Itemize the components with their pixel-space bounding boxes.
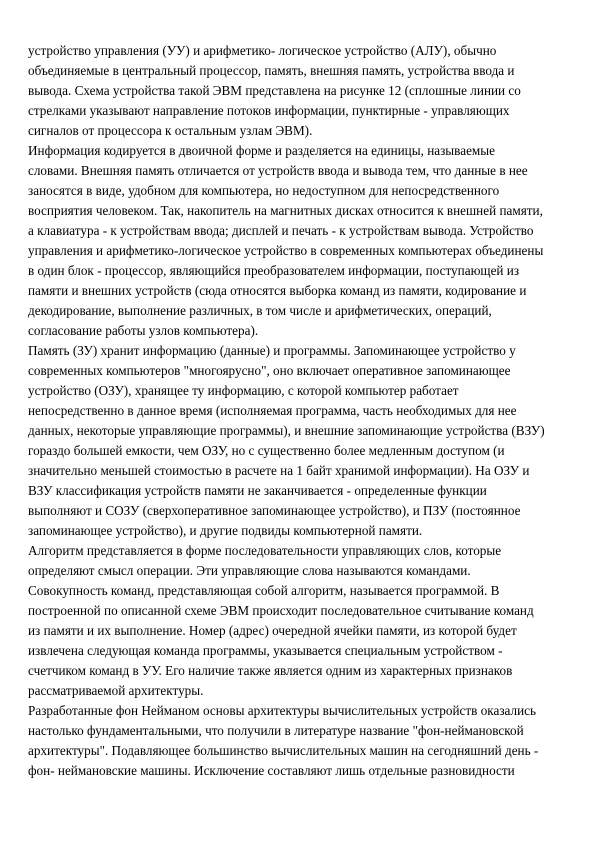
text-line: счетчиком команд в УУ. Его наличие также является одним из характерных признаков (28, 663, 513, 678)
text-line: управления и арифметико-логическое устройство в современных компьютерах объединены (28, 243, 544, 258)
text-line: устройство (ОЗУ), хранящее ту информацию, с которой компьютер работает (28, 383, 459, 398)
text-line: построенной по описанной схеме ЭВМ происходит последовательное считывание команд (28, 603, 534, 618)
paragraph-5 (28, 701, 545, 781)
text-line: значительно меньшей стоимостью в расчете на 1 байт хранимой информации). На ОЗУ и (28, 463, 530, 478)
text-line: извлечена следующая команда программы, указывается специальным устройством - (28, 643, 503, 658)
text-line: Память (ЗУ) хранит информацию (данные) и программы. Запоминающее устройство у (28, 343, 516, 358)
text-line: гораздо большей емкости, чем ОЗУ, но с существенно более медленным доступом (и (28, 443, 505, 458)
text-line: настолько фундаментальными, что получили в литературе название "фон-неймановской (28, 723, 524, 738)
text-line: запоминающее устройство), и другие подвиды компьютерной памяти. (28, 523, 423, 538)
text-line: Разработанные фон Нейманом основы архитектуры вычислительных устройств оказались (28, 703, 537, 718)
text-line: данных, некоторые управляющие программы), и внешние запоминающие устройства (ВЗУ) (28, 423, 545, 438)
text-line: сигналов от процессора к остальным узлам ЭВМ). (28, 123, 313, 138)
text-line: архитектуры". Подавляющее большинство вычислительных машин на сегодняшний день - (28, 743, 539, 758)
text-line: в один блок - процессор, являющийся преобразователем информации, поступающей из (28, 263, 520, 278)
text-line: Информация кодируется в двоичной форме и разделяется на единицы, называемые (28, 143, 495, 158)
paragraph-1 (28, 41, 545, 141)
text-line: декодирование, выполнение различных, в том числе и арифметических, операций, (28, 303, 492, 318)
text-line: непосредственно в данное время (исполняемая программа, часть необходимых для нее (28, 403, 517, 418)
text-line: стрелками указывают направление потоков информации, пунктирные - управляющих (28, 103, 510, 118)
text-line: памяти и внешних устройств (сюда относятся выборка команд из памяти, кодирование и (28, 283, 527, 298)
text-line: фон- неймановские машины. Исключение составляют лишь отдельные разновидности (28, 763, 515, 778)
text-line: Совокупность команд, представляющая собой алгоритм, называется программой. В (28, 583, 500, 598)
text-line: ВЗУ классификация устройств памяти не заканчивается - определенные функции (28, 483, 487, 498)
paragraph-4 (28, 541, 545, 701)
paragraph-3 (28, 341, 545, 541)
text-line: определяют смысл операции. Эти управляющие слова называются командами. (28, 563, 471, 578)
text-line: устройство управления (УУ) и арифметико- логическое устройство (АЛУ), обычно (28, 43, 497, 58)
text-line: словами. Внешняя память отличается от устройств ввода и вывода тем, что данные в нее (28, 163, 528, 178)
text-line: согласование работы узлов компьютера). (28, 323, 259, 338)
text-line: Алгоритм представляется в форме последовательности управляющих слов, которые (28, 543, 502, 558)
text-line: выполняют и СОЗУ (сверхоперативное запоминающее устройство), и ПЗУ (постоянное (28, 503, 521, 518)
text-line: объединяемые в центральный процессор, память, внешняя память, устройства ввода и (28, 63, 515, 78)
text-line: заносятся в виде, удобном для компьютера, но недоступном для непосредственного (28, 183, 500, 198)
text-line: вывода. Схема устройства такой ЭВМ представлена на рисунке 12 (сплошные линии со (28, 83, 521, 98)
text-line: рассматриваемой архитектуры. (28, 683, 204, 698)
text-line: восприятия человеком. Так, накопитель на магнитных дисках относится к внешней памяти, (28, 203, 543, 218)
paragraph-2 (28, 141, 545, 341)
text-line: из памяти и их выполнение. Номер (адрес) очередной ячейки памяти, из которой будет (28, 623, 517, 638)
text-line: современных компьютеров "многоярусно", оно включает оперативное запоминающее (28, 363, 511, 378)
text-line: а клавиатура - к устройствам ввода; дисплей и печать - к устройствам вывода. Устройство (28, 223, 534, 238)
